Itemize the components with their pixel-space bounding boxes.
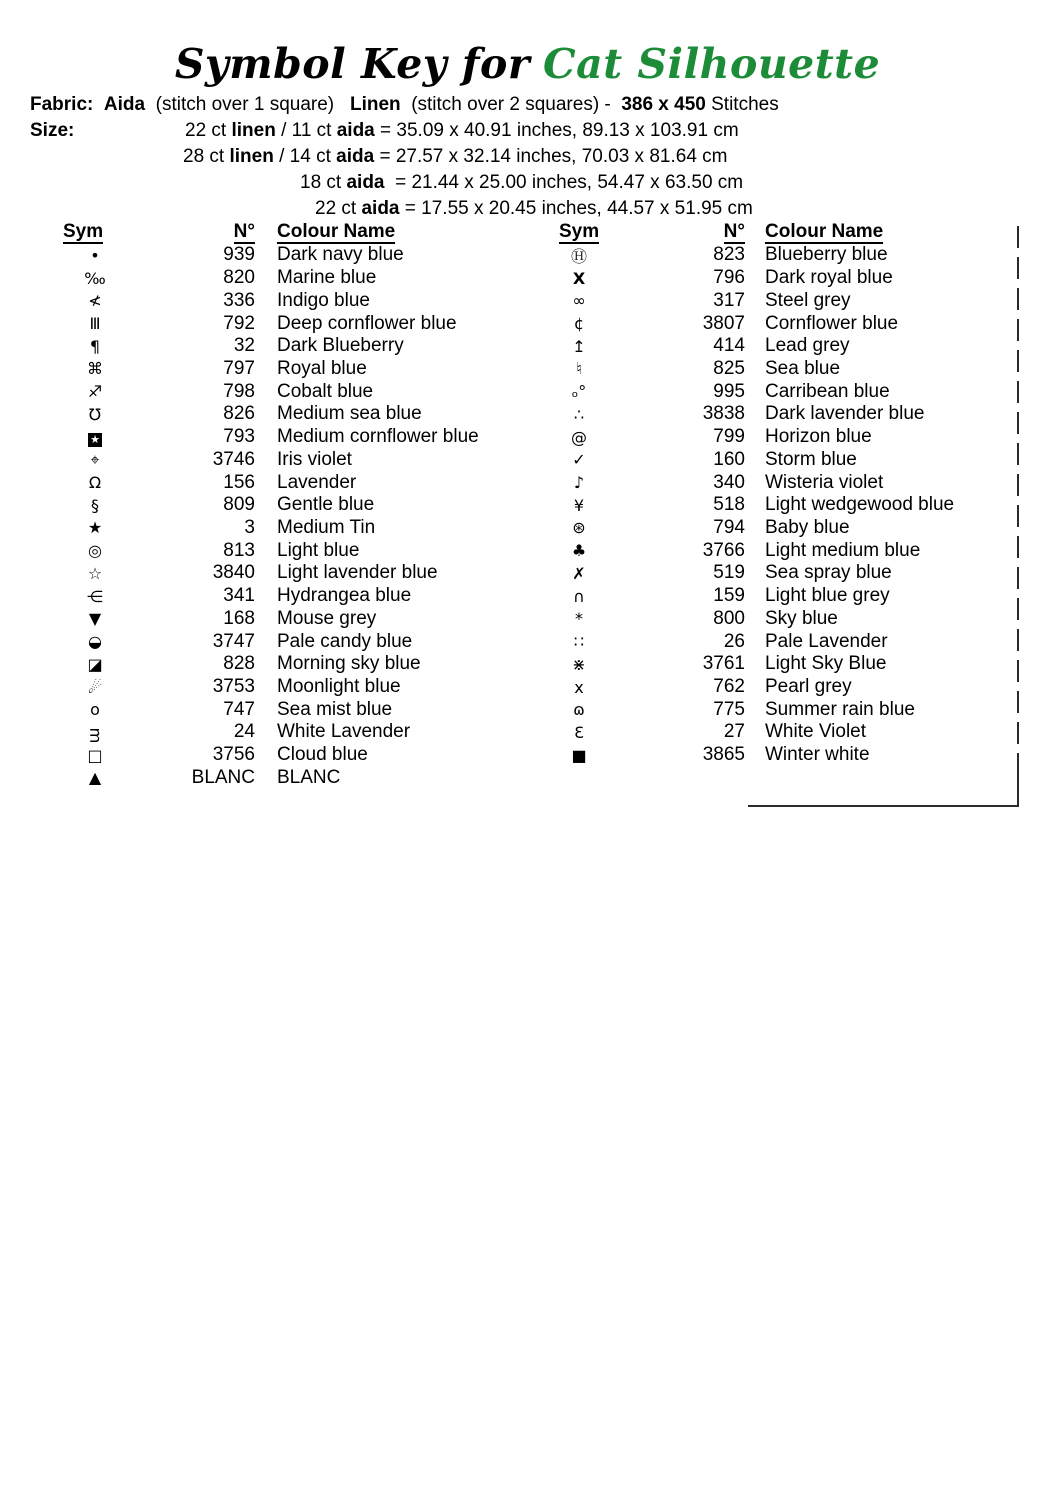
table-row bbox=[63, 403, 479, 426]
number-cell: 800 bbox=[713, 607, 745, 629]
text-segment: 386 x 450 bbox=[621, 94, 706, 115]
number-cell: 24 bbox=[233, 721, 255, 743]
table-row bbox=[63, 676, 479, 699]
text-segment: linen bbox=[231, 120, 276, 141]
table-row bbox=[559, 267, 954, 290]
symbol-cell bbox=[63, 382, 127, 401]
number-cell: 336 bbox=[223, 289, 255, 311]
number-cell: 794 bbox=[713, 516, 745, 538]
size-label: Size: bbox=[30, 120, 75, 141]
number-cell: 317 bbox=[713, 289, 745, 311]
text-segment: / 11 ct bbox=[275, 120, 337, 141]
stitch-symbol-icon: ▲ bbox=[88, 768, 102, 788]
stitch-symbol-icon: ⋇ bbox=[572, 654, 586, 674]
symbol-cell bbox=[63, 428, 127, 447]
number-cell: 3865 bbox=[702, 744, 745, 766]
colour-name-cell: BLANC bbox=[277, 766, 341, 788]
table-row bbox=[559, 448, 954, 471]
table-row bbox=[559, 403, 954, 426]
symbol-cell bbox=[63, 405, 127, 424]
text-segment: aida bbox=[361, 198, 400, 219]
stitch-symbol-icon: ✓ bbox=[572, 450, 586, 470]
table-row bbox=[63, 698, 479, 721]
number-cell: 3747 bbox=[212, 630, 255, 652]
symbol-cell bbox=[559, 609, 599, 628]
title-pattern-name: Cat Silhouette bbox=[543, 40, 881, 88]
number-cell: 792 bbox=[223, 312, 255, 334]
stitch-symbol-icon: ☄ bbox=[87, 677, 103, 697]
stitch-symbol-icon: ᴟ bbox=[89, 722, 101, 742]
symbol-cell bbox=[63, 496, 127, 515]
stitch-symbol-icon: ¶ bbox=[89, 336, 101, 356]
text-segment: 22 ct bbox=[185, 120, 232, 141]
table-row bbox=[559, 676, 954, 699]
colour-name-cell: Medium Tin bbox=[277, 516, 376, 538]
symbol-cell bbox=[559, 541, 599, 560]
colour-name-cell: White Violet bbox=[765, 721, 867, 743]
colour-name-cell: Deep cornflower blue bbox=[277, 312, 457, 334]
symbol-cell bbox=[63, 587, 127, 606]
number-cell: 341 bbox=[223, 585, 255, 607]
size-line bbox=[185, 120, 739, 142]
symbol-cell bbox=[63, 768, 127, 787]
symbol-cell bbox=[559, 473, 599, 492]
col-header-sym-label: Sym bbox=[63, 221, 104, 242]
symbol-table-left bbox=[63, 221, 479, 789]
number-cell: 3766 bbox=[702, 539, 745, 561]
stitch-symbol-icon: ♪ bbox=[573, 473, 585, 493]
page-title bbox=[0, 40, 1055, 88]
table-row bbox=[559, 312, 954, 335]
table-row bbox=[63, 426, 479, 449]
colour-name-cell: Light wedgewood blue bbox=[765, 494, 955, 516]
colour-name-cell: Morning sky blue bbox=[277, 653, 421, 675]
colour-name-cell: Lead grey bbox=[765, 335, 850, 357]
symbol-cell bbox=[559, 337, 599, 356]
number-cell: 828 bbox=[223, 653, 255, 675]
colour-name-cell: Cornflower blue bbox=[765, 312, 899, 334]
symbol-cell bbox=[63, 337, 127, 356]
symbol-cell bbox=[63, 269, 127, 288]
number-cell: 3840 bbox=[212, 562, 255, 584]
number-cell: 27 bbox=[723, 721, 745, 743]
table-row bbox=[559, 608, 954, 631]
table-row bbox=[63, 380, 479, 403]
colour-name-cell: Lavender bbox=[277, 471, 357, 493]
number-cell: 3838 bbox=[702, 403, 745, 425]
stitch-symbol-icon: ■ bbox=[571, 745, 587, 765]
number-cell: 32 bbox=[233, 335, 255, 357]
number-cell: 995 bbox=[713, 380, 745, 402]
text-segment: (stitch over 2 squares) - bbox=[400, 94, 622, 115]
symbol-cell bbox=[559, 678, 599, 697]
text-segment: (stitch over 1 square) bbox=[145, 94, 350, 115]
table-row bbox=[559, 517, 954, 540]
table-row bbox=[63, 608, 479, 631]
symbol-cell bbox=[63, 541, 127, 560]
col-header-name bbox=[255, 221, 395, 244]
number-cell: BLANC bbox=[191, 766, 255, 788]
table-row bbox=[63, 517, 479, 540]
table-row bbox=[63, 539, 479, 562]
stitch-symbol-icon: ∩ bbox=[573, 586, 585, 606]
colour-name-cell: Light blue grey bbox=[765, 585, 890, 607]
colour-name-cell: Sea blue bbox=[765, 357, 841, 379]
table-row bbox=[559, 721, 954, 744]
text-segment: aida bbox=[336, 120, 375, 141]
size-line bbox=[183, 146, 728, 168]
col-header-name-label: Colour Name bbox=[765, 221, 884, 242]
colour-name-cell: Dark lavender blue bbox=[765, 403, 925, 425]
symbol-cell bbox=[63, 473, 127, 492]
table-row bbox=[559, 358, 954, 381]
symbol-cell bbox=[559, 269, 599, 288]
stitch-symbol-icon: ◒ bbox=[88, 632, 102, 652]
table-row bbox=[559, 698, 954, 721]
number-cell: 3746 bbox=[212, 448, 255, 470]
colour-name-cell: Dark navy blue bbox=[277, 244, 404, 266]
stitch-symbol-icon: ♐ bbox=[87, 382, 103, 402]
number-cell: 3753 bbox=[212, 676, 255, 698]
symbol-cell bbox=[559, 655, 599, 674]
stitch-symbol-icon: x bbox=[574, 677, 584, 697]
number-cell: 793 bbox=[223, 426, 255, 448]
text-segment: = 17.55 x 20.45 inches, 44.57 x 51.95 cm bbox=[399, 198, 753, 219]
stitch-symbol-icon: ‰ bbox=[84, 268, 106, 288]
table-row bbox=[63, 448, 479, 471]
symbol-cell bbox=[559, 382, 599, 401]
table-row bbox=[559, 630, 954, 653]
text-segment: Aida bbox=[103, 94, 146, 115]
colour-name-cell: Storm blue bbox=[765, 448, 857, 470]
number-cell: 825 bbox=[713, 357, 745, 379]
symbol-cell bbox=[559, 700, 599, 719]
table-row bbox=[63, 289, 479, 312]
colour-name-cell: Iris violet bbox=[277, 448, 352, 470]
stitch-symbol-icon: ∴ bbox=[573, 404, 585, 424]
table-row bbox=[559, 744, 954, 767]
number-cell: 340 bbox=[713, 471, 745, 493]
stitch-symbol-icon: o bbox=[90, 700, 100, 720]
stitch-symbol-icon: Ⓗ bbox=[570, 246, 587, 266]
stitch-symbol-icon: ☆ bbox=[87, 563, 103, 583]
stitch-symbol-icon: ★ bbox=[87, 518, 103, 538]
symbol-cell bbox=[63, 609, 127, 628]
table-row bbox=[559, 471, 954, 494]
stitch-symbol-icon: Ω bbox=[88, 473, 102, 493]
colour-name-cell: Sea mist blue bbox=[277, 698, 393, 720]
page-edge-line bbox=[1017, 765, 1019, 807]
text-segment: 28 ct bbox=[183, 146, 230, 167]
symbol-cell bbox=[63, 359, 127, 378]
colour-name-cell: Dark royal blue bbox=[765, 267, 893, 289]
table-row bbox=[63, 244, 479, 267]
stitch-symbol-icon: ɷ bbox=[573, 700, 585, 720]
number-cell: 159 bbox=[713, 585, 745, 607]
number-cell: 809 bbox=[223, 494, 255, 516]
table-row bbox=[559, 244, 954, 267]
stitch-symbol-icon: ◎ bbox=[88, 541, 102, 561]
number-cell: 823 bbox=[713, 244, 745, 266]
symbol-cell bbox=[559, 723, 599, 742]
number-cell: 156 bbox=[223, 471, 255, 493]
col-header-name bbox=[745, 221, 883, 244]
stitch-symbol-icon: ⌘ bbox=[87, 359, 103, 379]
symbol-cell bbox=[559, 405, 599, 424]
table-row bbox=[63, 267, 479, 290]
stitch-symbol-icon: ↥ bbox=[572, 336, 586, 356]
table-row bbox=[559, 335, 954, 358]
symbol-cell bbox=[559, 564, 599, 583]
symbol-cell bbox=[559, 632, 599, 651]
colour-name-cell: Light Sky Blue bbox=[765, 653, 887, 675]
colour-name-cell: Pearl grey bbox=[765, 676, 852, 698]
col-header-sym bbox=[63, 221, 127, 244]
stitch-symbol-icon: ▼ bbox=[88, 609, 102, 629]
text-segment bbox=[93, 94, 104, 115]
stitch-symbol-icon: ⋲ bbox=[87, 586, 103, 606]
table-row bbox=[63, 494, 479, 517]
symbol-cell bbox=[63, 450, 127, 470]
table-row bbox=[559, 539, 954, 562]
number-cell: 939 bbox=[223, 244, 255, 266]
stitch-symbol-icon: * bbox=[575, 609, 583, 629]
stitch-symbol-icon: ∞ bbox=[572, 291, 586, 311]
colour-name-cell: Wisteria violet bbox=[765, 471, 884, 493]
text-segment: Linen bbox=[349, 94, 401, 115]
symbol-cell bbox=[559, 518, 599, 537]
stitch-symbol-icon: ♣ bbox=[571, 541, 587, 561]
stitch-symbol-icon: ₒ° bbox=[571, 382, 587, 402]
size-line bbox=[315, 198, 753, 220]
stitch-symbol-icon: Ɛ bbox=[574, 722, 584, 742]
colour-name-cell: Blueberry blue bbox=[765, 244, 888, 266]
colour-name-cell: Royal blue bbox=[277, 357, 367, 379]
text-segment: = 35.09 x 40.91 inches, 89.13 x 103.91 cm bbox=[374, 120, 739, 141]
number-cell: 3756 bbox=[212, 744, 255, 766]
number-cell: 518 bbox=[713, 494, 745, 516]
table-header-row bbox=[559, 221, 954, 244]
number-cell: 747 bbox=[223, 698, 255, 720]
number-cell: 797 bbox=[223, 357, 255, 379]
table-row bbox=[63, 358, 479, 381]
table-row bbox=[63, 744, 479, 767]
colour-name-cell: Light lavender blue bbox=[277, 562, 438, 584]
table-row bbox=[559, 562, 954, 585]
col-header-num bbox=[599, 221, 745, 244]
table-row bbox=[559, 426, 954, 449]
table-row bbox=[559, 380, 954, 403]
title-prefix: Symbol Key for bbox=[174, 40, 530, 88]
symbol-cell bbox=[559, 450, 599, 469]
table-row bbox=[63, 335, 479, 358]
stitch-symbol-icon: • bbox=[90, 245, 100, 265]
stitch-symbol-icon: ≮ bbox=[88, 291, 102, 311]
symbol-cell bbox=[63, 246, 127, 265]
col-header-sym-label: Sym bbox=[559, 221, 600, 242]
size-line bbox=[300, 172, 743, 194]
stitch-symbol-icon: ∷ bbox=[573, 632, 585, 652]
table-row bbox=[559, 585, 954, 608]
colour-name-cell: Sea spray blue bbox=[765, 562, 892, 584]
stitch-symbol-icon: ♮ bbox=[576, 359, 582, 379]
symbol-cell bbox=[63, 723, 127, 742]
stitch-symbol-icon: § bbox=[91, 495, 99, 515]
symbol-cell bbox=[63, 291, 127, 310]
number-cell: 762 bbox=[713, 676, 745, 698]
symbol-table-right bbox=[559, 221, 954, 767]
stitch-symbol-icon: ¥ bbox=[573, 495, 585, 515]
colour-name-cell: White Lavender bbox=[277, 721, 411, 743]
colour-name-cell: Moonlight blue bbox=[277, 676, 401, 698]
symbol-cell bbox=[559, 244, 599, 267]
number-cell: 26 bbox=[723, 630, 745, 652]
colour-name-cell: Cobalt blue bbox=[277, 380, 374, 402]
symbol-cell bbox=[63, 564, 127, 583]
table-row bbox=[559, 653, 954, 676]
table-row bbox=[63, 767, 479, 790]
stitch-symbol-icon: □ bbox=[87, 745, 103, 765]
symbol-cell bbox=[559, 359, 599, 378]
text-segment: Fabric: bbox=[30, 94, 94, 115]
number-cell: 3761 bbox=[702, 653, 745, 675]
number-cell: 3 bbox=[244, 516, 255, 538]
number-cell: 826 bbox=[223, 403, 255, 425]
colour-name-cell: Baby blue bbox=[765, 516, 850, 538]
text-segment: = 21.44 x 25.00 inches, 54.47 x 63.50 cm bbox=[384, 172, 744, 193]
symbol-cell bbox=[63, 518, 127, 537]
symbol-cell bbox=[63, 678, 127, 697]
symbol-cell bbox=[559, 496, 599, 515]
symbol-cell bbox=[63, 655, 127, 674]
number-cell: 3807 bbox=[702, 312, 745, 334]
colour-name-cell: Steel grey bbox=[765, 289, 851, 311]
colour-name-cell: Dark Blueberry bbox=[277, 335, 404, 357]
text-segment: Stitches bbox=[705, 94, 779, 115]
number-cell: 813 bbox=[223, 539, 255, 561]
colour-name-cell: Pale candy blue bbox=[277, 630, 413, 652]
number-cell: 160 bbox=[713, 448, 745, 470]
table-row bbox=[63, 562, 479, 585]
symbol-cell bbox=[559, 587, 599, 606]
stitch-symbol-icon: ⌖ bbox=[90, 449, 100, 469]
colour-name-cell: Carribean blue bbox=[765, 380, 890, 402]
text-segment: aida bbox=[346, 172, 385, 193]
number-cell: 798 bbox=[223, 380, 255, 402]
table-row bbox=[63, 312, 479, 335]
table-row bbox=[63, 585, 479, 608]
symbol-cell bbox=[63, 746, 127, 765]
text-segment: 18 ct bbox=[300, 172, 347, 193]
number-cell: 775 bbox=[713, 698, 745, 720]
colour-name-cell: Pale Lavender bbox=[765, 630, 888, 652]
colour-name-cell: Cloud blue bbox=[277, 744, 368, 766]
stitch-symbol-icon: X bbox=[572, 268, 586, 288]
colour-name-cell: Winter white bbox=[765, 744, 870, 766]
number-cell: 796 bbox=[713, 267, 745, 289]
page-bottom-line bbox=[748, 805, 1019, 807]
symbol-cell bbox=[559, 428, 599, 447]
number-cell: 519 bbox=[713, 562, 745, 584]
colour-name-cell: Light blue bbox=[277, 539, 360, 561]
number-cell: 168 bbox=[223, 607, 255, 629]
stitch-symbol-icon: ⊛ bbox=[572, 518, 586, 538]
text-segment: aida bbox=[336, 146, 375, 167]
number-cell: 820 bbox=[223, 267, 255, 289]
table-row bbox=[63, 653, 479, 676]
colour-name-cell: Horizon blue bbox=[765, 426, 872, 448]
table-row bbox=[559, 494, 954, 517]
col-header-num bbox=[127, 221, 255, 244]
colour-name-cell: Gentle blue bbox=[277, 494, 375, 516]
colour-name-cell: Mouse grey bbox=[277, 607, 377, 629]
stitch-symbol-icon: ℧ bbox=[88, 404, 102, 424]
number-cell: 799 bbox=[713, 426, 745, 448]
col-header-num-label: N° bbox=[233, 221, 255, 242]
table-row bbox=[63, 471, 479, 494]
colour-name-cell: Light medium blue bbox=[765, 539, 921, 561]
symbol-cell bbox=[63, 632, 127, 651]
table-row bbox=[63, 721, 479, 744]
stitch-symbol-icon: ◪ bbox=[87, 654, 103, 674]
text-segment: = 27.57 x 32.14 inches, 70.03 x 81.64 cm bbox=[374, 146, 728, 167]
table-row bbox=[559, 289, 954, 312]
page-edge-dashed-line bbox=[1017, 226, 1019, 765]
text-segment: / 14 ct bbox=[273, 146, 337, 167]
colour-name-cell: Medium sea blue bbox=[277, 403, 422, 425]
colour-name-cell: Hydrangea blue bbox=[277, 585, 412, 607]
colour-name-cell: Marine blue bbox=[277, 267, 377, 289]
stitch-symbol-icon: @ bbox=[571, 427, 587, 447]
text-segment: 22 ct bbox=[315, 198, 362, 219]
number-cell: 414 bbox=[713, 335, 745, 357]
colour-name-cell: Indigo blue bbox=[277, 289, 370, 311]
colour-name-cell: Sky blue bbox=[765, 607, 838, 629]
stitch-symbol-icon: ✗ bbox=[572, 563, 586, 583]
col-header-num-label: N° bbox=[723, 221, 745, 242]
symbol-cell bbox=[63, 700, 127, 719]
stitch-symbol-icon: ★ bbox=[90, 432, 100, 446]
symbol-cell bbox=[559, 314, 599, 333]
fabric-line bbox=[30, 94, 779, 116]
stitch-symbol-icon: ¢ bbox=[573, 314, 585, 334]
col-header-sym bbox=[559, 221, 599, 244]
table-row bbox=[63, 630, 479, 653]
table-header-row bbox=[63, 221, 479, 244]
colour-name-cell: Medium cornflower blue bbox=[277, 426, 479, 448]
stitch-symbol-icon: Ⅲ bbox=[89, 314, 101, 334]
symbol-cell bbox=[559, 291, 599, 310]
symbol-cell bbox=[559, 746, 599, 765]
symbol-cell bbox=[63, 314, 127, 333]
colour-name-cell: Summer rain blue bbox=[765, 698, 915, 720]
text-segment: linen bbox=[229, 146, 274, 167]
col-header-name-label: Colour Name bbox=[277, 221, 396, 242]
